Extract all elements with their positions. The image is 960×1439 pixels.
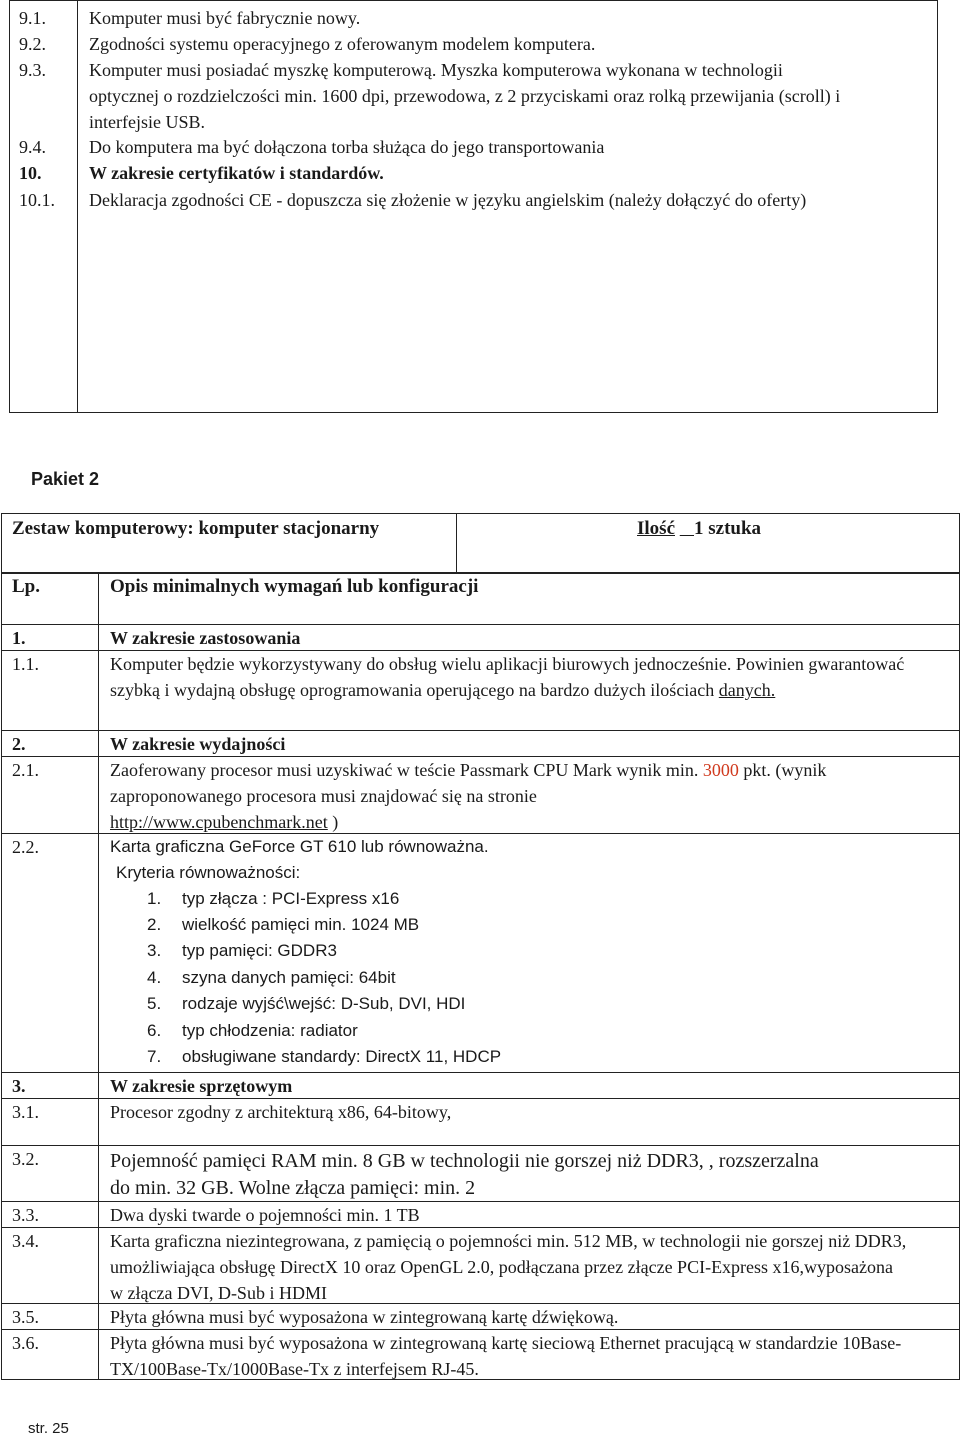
row-3-4-text: Karta graficzna niezintegrowana, z pamięcią o pojemności min. 512 MB, w technologii nie gorszej niż DDR3, umożliwiająca obsługę DirectX 10 oraz OpenGL 2.0, podłączana przez złącze PCI-Express x16,wyposażona w złącza DVI, D-Sub i HDMI [110, 1231, 907, 1303]
section-3-title: W zakresie sprzętowym [110, 1076, 293, 1096]
criteria-item-3-text: typ pamięci: GDDR3 [182, 941, 337, 960]
criteria-item-5-text: rodzaje wyjść\wejść: D-Sub, DVI, HDI [182, 994, 466, 1013]
row-2-2-criteria-label: Kryteria równoważności: [116, 863, 301, 882]
row-2-1-text-b: pkt. (wynik zaproponowanego procesora musi znajdować się na stronie [110, 760, 827, 806]
row-3-6-text: Płyta główna musi być wyposażona w zintegrowaną kartę sieciową Ethernet pracującą w standardzie 10Base-TX/100Base-Tx/1000Base-Tx z interfejsem RJ-45. [110, 1333, 902, 1379]
set-header-divider [456, 513, 457, 573]
row-3-4-num: 3.4. [12, 1231, 39, 1251]
top-row-9-3-num: 9.3. [19, 60, 46, 80]
criteria-item-1-num: 1. [147, 889, 162, 908]
top-row-10-1-text: Deklaracja zgodności CE - dopuszcza się złożenie w języku angielskim (należy dołączyć do oferty) [89, 190, 807, 210]
row-1-1-body: Komputer będzie wykorzystywany do obsług wielu aplikacji biurowych jednocześnie. Powinien gwarantować szybką i wydajną obsługę oprogramowania operującego na bardzo dużych ilościach [110, 654, 905, 700]
row-3-2-text: Pojemność pamięci RAM min. 8 GB w technologii nie gorszej niż DDR3, , rozszerzalna do min. 32 GB. Wolne złącza pamięci: min. 2 [110, 1150, 819, 1199]
section-1-title: W zakresie zastosowania [110, 628, 301, 648]
top-row-10-1-num: 10.1. [19, 190, 55, 210]
row-2-1-text-a: Zaoferowany procesor musi uzyskiwać w teście Passmark CPU Mark wynik min. [110, 760, 699, 780]
row-sep [1, 1145, 960, 1146]
row-2-2-title: Karta graficzna GeForce GT 610 lub równoważna. [110, 837, 489, 856]
package-title: Pakiet 2 [31, 469, 100, 489]
criteria-item-3-num: 3. [147, 941, 162, 960]
section-2-title: W zakresie wydajności [110, 734, 286, 754]
criteria-item-7-num: 7. [147, 1047, 162, 1066]
row-2-1-score: 3000 [702, 760, 739, 780]
row-2-2-num: 2.2. [12, 837, 39, 857]
row-3-1-text: Procesor zgodny z architekturą x86, 64-bitowy, [110, 1102, 452, 1122]
top-row-9-3-text: Komputer musi posiadać myszkę komputerową. Myszka komputerowa wykonana w technologii optycznej o rozdzielczości min. 1600 dpi, przewodowa, z 2 przyciskami oraz rolką przewijania (scroll) i interfejsie USB. [89, 60, 841, 132]
top-row-9-2-text: Zgodności systemu operacyjnego z oferowanym modelem komputera. [89, 34, 596, 54]
row-1-1-num: 1.1. [12, 654, 39, 674]
row-3-6-num: 3.6. [12, 1333, 39, 1353]
row-3-3-num: 3.3. [12, 1205, 39, 1225]
criteria-item-6-num: 6. [147, 1021, 162, 1040]
row-3-1-num: 3.1. [12, 1102, 39, 1122]
top-row-9-1-num: 9.1. [19, 8, 46, 28]
top-row-9-2-num: 9.2. [19, 34, 46, 54]
row-1-1-tail: danych. [718, 680, 776, 700]
criteria-item-2-num: 2. [147, 915, 162, 934]
criteria-item-4-text: szyna danych pamięci: 64bit [182, 968, 396, 987]
section-3-num: 3. [12, 1076, 26, 1096]
criteria-item-2-text: wielkość pamięci min. 1024 MB [182, 915, 420, 934]
col-header-lp: Lp. [12, 576, 40, 597]
row-3-5-text: Płyta główna musi być wyposażona w zintegrowaną kartę dźwiękową. [110, 1307, 619, 1327]
criteria-item-1-text: typ złącza : PCI-Express x16 [182, 889, 400, 908]
row-3-2-num: 3.2. [12, 1149, 39, 1169]
section-1-num: 1. [12, 628, 26, 648]
top-row-9-1-text: Komputer musi być fabrycznie nowy. [89, 8, 361, 28]
row-2-1-text-c: ) [332, 812, 339, 832]
col-header-desc: Opis minimalnych wymagań lub konfiguracji [110, 576, 479, 597]
cpubenchmark-link[interactable]: http://www.cpubenchmark.net [110, 812, 328, 832]
quantity-value: 1 sztuka [694, 518, 762, 539]
row-1-1-text [110, 651, 910, 703]
top-row-10-num: 10. [19, 163, 42, 183]
row-2-1-text [110, 757, 935, 835]
criteria-item-4-num: 4. [147, 968, 162, 987]
page-number: str. 25 [28, 1420, 69, 1437]
top-row-9-4-num: 9.4. [19, 137, 46, 157]
criteria-item-7-text: obsługiwane standardy: DirectX 11, HDCP [182, 1047, 502, 1066]
row-2-1-num: 2.1. [12, 760, 39, 780]
requirements-col-divider [98, 573, 99, 1380]
top-table-divider [77, 0, 78, 413]
criteria-item-5-num: 5. [147, 994, 162, 1013]
section-2-num: 2. [12, 734, 26, 754]
quantity [637, 516, 761, 542]
top-row-10-text: W zakresie certyfikatów i standardów. [89, 163, 384, 183]
row-3-3-text: Dwa dyski twarde o pojemności min. 1 TB [110, 1205, 420, 1225]
row-3-5-num: 3.5. [12, 1307, 39, 1327]
set-title: Zestaw komputerowy: komputer stacjonarny [12, 518, 380, 539]
criteria-item-6-text: typ chłodzenia: radiator [182, 1021, 358, 1040]
quantity-label: Ilość [637, 518, 675, 539]
top-row-9-4-text: Do komputera ma być dołączona torba służąca do jego transportowania [89, 137, 605, 157]
quantity-underline-gap [680, 518, 694, 539]
